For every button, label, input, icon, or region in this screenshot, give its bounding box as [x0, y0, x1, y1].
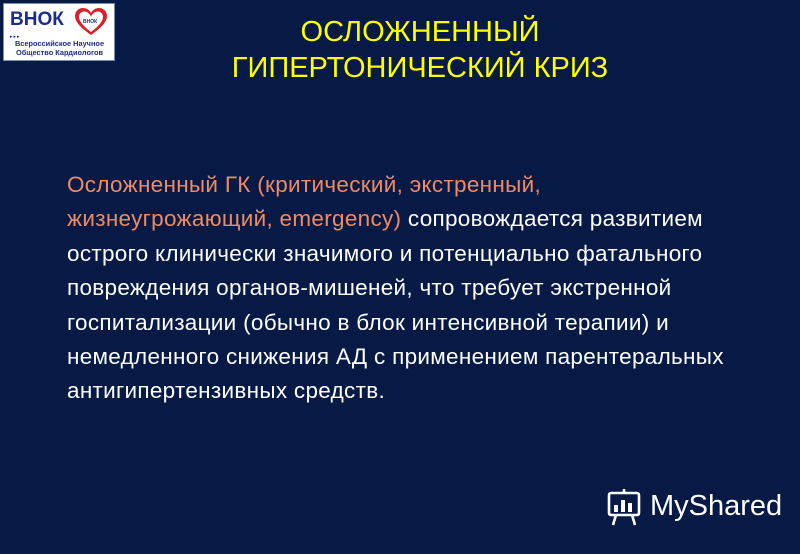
- logo-dots: ▸▸▸: [10, 34, 21, 40]
- logo-line-1: Всероссийское Научное: [14, 39, 105, 48]
- slide-title-line-2: ГИПЕРТОНИЧЕСКИЙ КРИЗ: [231, 52, 609, 84]
- vnok-logo: [3, 3, 115, 61]
- myshared-watermark: [604, 487, 794, 531]
- logo-line-2: Общество Кардиологов: [15, 48, 104, 57]
- presentation-board-icon: [604, 487, 644, 527]
- slide-title-line-1: ОСЛОЖНЕННЫЙ: [300, 16, 540, 48]
- brand-name: MyShared: [650, 490, 783, 522]
- heart-label: ВНОК: [83, 19, 98, 25]
- body-highlight: Осложненный ГК (критический, экстренный, жизнеугрожающий, emergency): [67, 172, 542, 232]
- slide-body-text: [67, 168, 747, 409]
- logo-top: [7, 6, 113, 32]
- logo-abbreviation: ВНОК: [10, 9, 64, 30]
- slide-title: [140, 14, 700, 86]
- body-rest: сопровождается развитием острого клинически значимого и потенциально фатального повреждения органов-мишеней, что требует экстренной госпитализации (обычно в блок интенсивной терапии) и немедленного снижения АД с применением парентеральных антигипертензивных средств.: [67, 206, 724, 404]
